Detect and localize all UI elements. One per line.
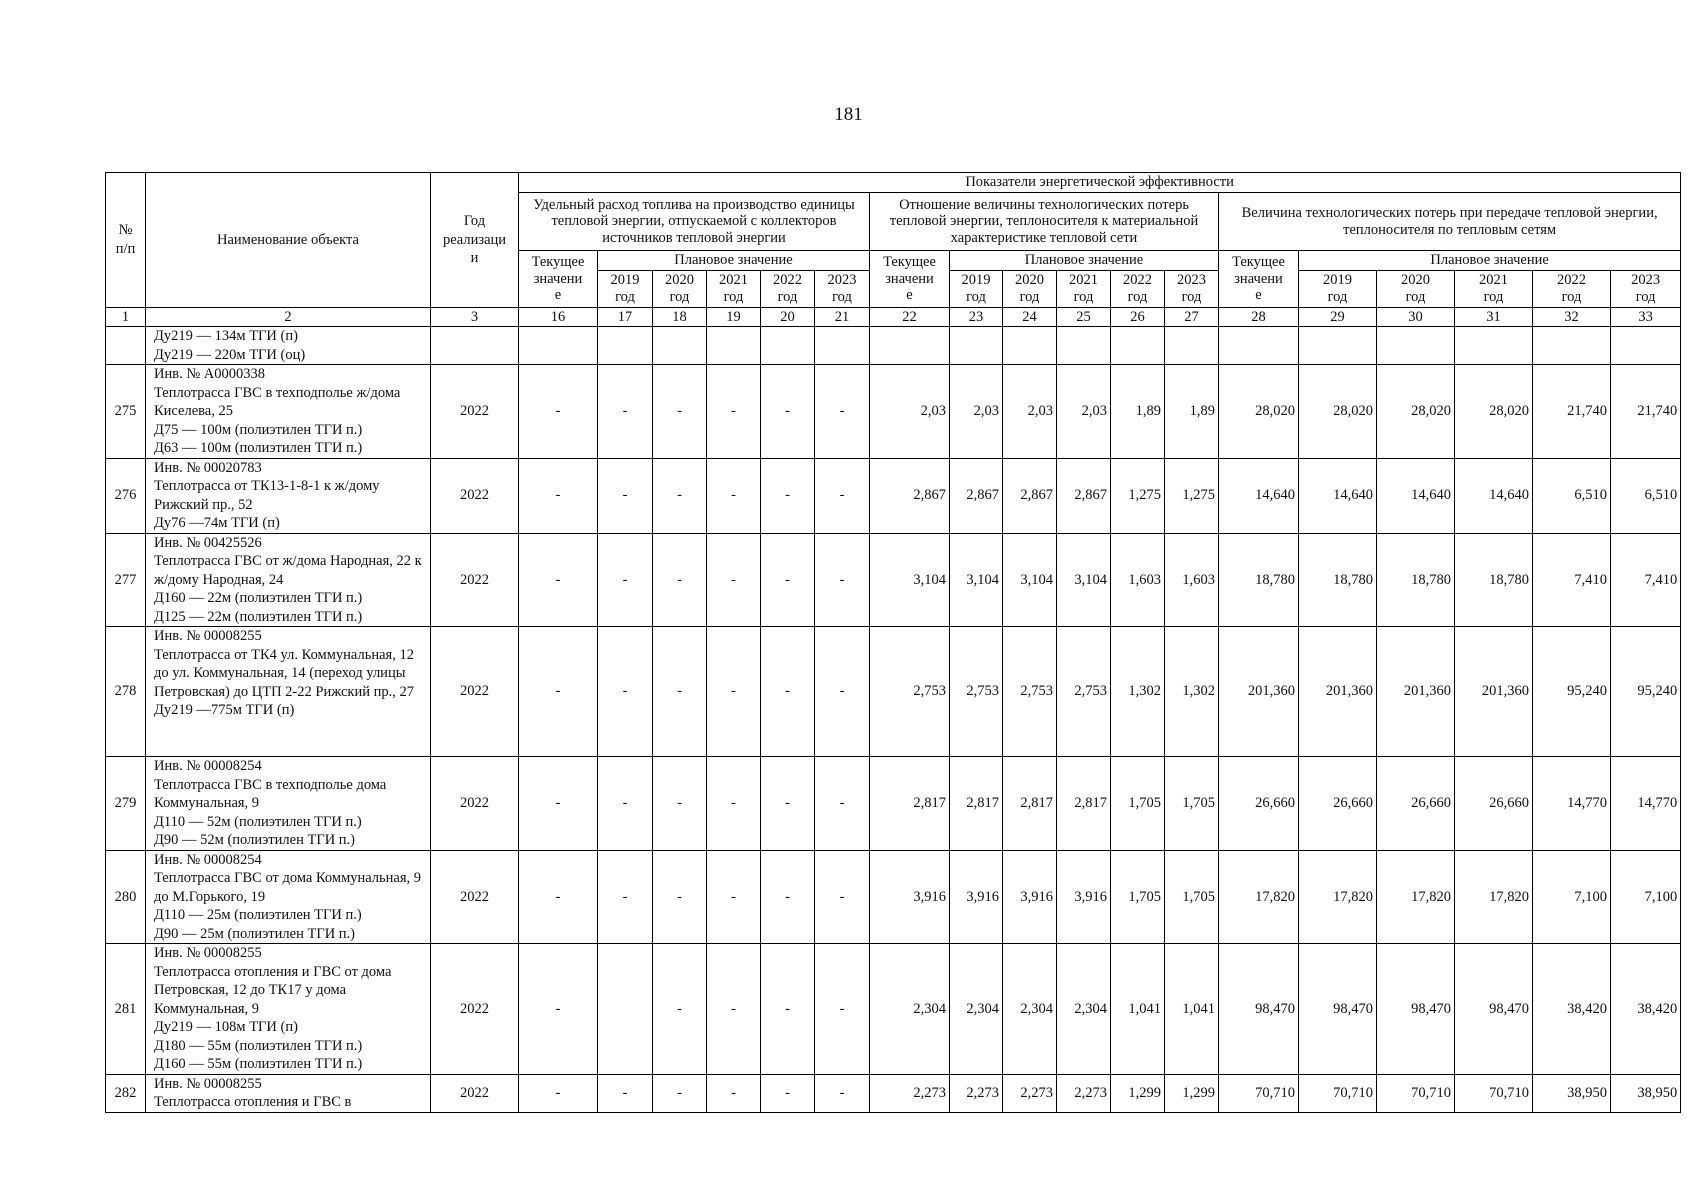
value-cell: 2,817	[1057, 757, 1111, 851]
column-number: 30	[1377, 307, 1455, 327]
value-cell	[1611, 327, 1681, 365]
value-cell: -	[653, 757, 707, 851]
value-cell: 2,273	[1003, 1074, 1057, 1112]
value-cell: -	[815, 365, 870, 459]
value-cell: 1,89	[1111, 365, 1165, 459]
table-row	[106, 365, 1681, 459]
value-cell: 98,470	[1299, 944, 1377, 1075]
column-number: 28	[1219, 307, 1299, 327]
value-cell: 2,867	[950, 458, 1003, 533]
column-number: 16	[519, 307, 598, 327]
value-cell	[1111, 327, 1165, 365]
value-cell	[1299, 327, 1377, 365]
value-cell: -	[707, 944, 761, 1075]
value-cell: -	[519, 757, 598, 851]
value-cell	[1165, 327, 1219, 365]
object-name: Инв. № А0000338 Теплотрасса ГВС в техподполье ж/дома Киселева, 25 Д75 — 100м (полиэтилен ТГИ п.) Д63 — 100м (полиэтилен ТГИ п.)	[146, 365, 431, 459]
value-cell: -	[815, 850, 870, 944]
value-cell: -	[519, 365, 598, 459]
column-number: 19	[707, 307, 761, 327]
value-cell: 201,360	[1455, 627, 1533, 757]
implementation-year: 2022	[431, 533, 519, 627]
value-cell: 70,710	[1377, 1074, 1455, 1112]
value-cell: 7,410	[1611, 533, 1681, 627]
table-row	[106, 757, 1681, 851]
value-cell: 1,705	[1165, 850, 1219, 944]
value-cell: -	[761, 365, 815, 459]
header-year-g2-3: 2022 год	[1111, 270, 1165, 307]
header-year-g1-4: 2023 год	[815, 270, 870, 307]
column-number: 21	[815, 307, 870, 327]
value-cell	[707, 327, 761, 365]
value-cell: 38,950	[1533, 1074, 1611, 1112]
column-number: 22	[870, 307, 950, 327]
column-number: 32	[1533, 307, 1611, 327]
table-row	[106, 1074, 1681, 1112]
header-col-no: № п/п	[106, 173, 146, 308]
value-cell: 3,916	[870, 850, 950, 944]
energy-efficiency-table	[105, 172, 1681, 1113]
table-row	[106, 850, 1681, 944]
value-cell: -	[598, 1074, 653, 1112]
row-number: 282	[106, 1074, 146, 1112]
value-cell: 7,100	[1533, 850, 1611, 944]
implementation-year: 2022	[431, 757, 519, 851]
value-cell: 1,603	[1111, 533, 1165, 627]
header-current-1: Текущее значени е	[519, 251, 598, 308]
value-cell: 2,817	[1003, 757, 1057, 851]
value-cell	[1533, 327, 1611, 365]
value-cell: 70,710	[1455, 1074, 1533, 1112]
value-cell: -	[761, 458, 815, 533]
value-cell: -	[761, 850, 815, 944]
header-year-g1-0: 2019 год	[598, 270, 653, 307]
value-cell: 2,03	[950, 365, 1003, 459]
value-cell: 3,916	[1003, 850, 1057, 944]
value-cell: -	[598, 627, 653, 757]
row-number: 279	[106, 757, 146, 851]
value-cell: 3,916	[1057, 850, 1111, 944]
value-cell: 70,710	[1299, 1074, 1377, 1112]
value-cell: -	[653, 365, 707, 459]
table-row	[106, 327, 1681, 365]
value-cell: 3,916	[950, 850, 1003, 944]
value-cell: 201,360	[1299, 627, 1377, 757]
header-planned-3: Плановое значение	[1299, 251, 1681, 271]
header-year-g1-3: 2022 год	[761, 270, 815, 307]
value-cell: 3,104	[1057, 533, 1111, 627]
object-name: Инв. № 00425526 Теплотрасса ГВС от ж/дома Народная, 22 к ж/дому Народная, 24 Д160 — 22м (полиэтилен ТГИ п.) Д125 — 22м (полиэтилен ТГИ п.)	[146, 533, 431, 627]
value-cell: 70,710	[1219, 1074, 1299, 1112]
header-sub3: Величина технологических потерь при передаче тепловой энергии, теплоносителя по тепловым сетям	[1219, 193, 1681, 251]
header-year-g3-2: 2021 год	[1455, 270, 1533, 307]
value-cell: -	[707, 1074, 761, 1112]
value-cell: 14,640	[1377, 458, 1455, 533]
header-year-g2-2: 2021 год	[1057, 270, 1111, 307]
value-cell: 98,470	[1219, 944, 1299, 1075]
value-cell: -	[653, 533, 707, 627]
value-cell: 1,275	[1165, 458, 1219, 533]
value-cell: 26,660	[1455, 757, 1533, 851]
value-cell: 7,410	[1533, 533, 1611, 627]
header-planned-2: Плановое значение	[950, 251, 1219, 271]
value-cell: -	[815, 1074, 870, 1112]
value-cell	[653, 327, 707, 365]
table-row	[106, 458, 1681, 533]
value-cell: 28,020	[1377, 365, 1455, 459]
value-cell: -	[519, 458, 598, 533]
row-number: 280	[106, 850, 146, 944]
value-cell: 2,304	[1003, 944, 1057, 1075]
value-cell: 18,780	[1377, 533, 1455, 627]
value-cell: 3,104	[950, 533, 1003, 627]
row-number: 275	[106, 365, 146, 459]
value-cell	[598, 944, 653, 1075]
value-cell: 2,867	[1057, 458, 1111, 533]
value-cell: 95,240	[1533, 627, 1611, 757]
header-col-year: Год реализаци и	[431, 173, 519, 308]
value-cell: -	[761, 627, 815, 757]
value-cell: 2,03	[870, 365, 950, 459]
value-cell	[598, 327, 653, 365]
page-number: 181	[834, 104, 863, 125]
value-cell	[870, 327, 950, 365]
header-year-g3-0: 2019 год	[1299, 270, 1377, 307]
row-number: 281	[106, 944, 146, 1075]
value-cell: -	[598, 458, 653, 533]
value-cell: 18,780	[1219, 533, 1299, 627]
column-number: 3	[431, 307, 519, 327]
column-number: 20	[761, 307, 815, 327]
value-cell: -	[519, 627, 598, 757]
value-cell: -	[653, 944, 707, 1075]
value-cell: 18,780	[1299, 533, 1377, 627]
value-cell: -	[598, 533, 653, 627]
column-number: 2	[146, 307, 431, 327]
value-cell: -	[815, 757, 870, 851]
value-cell: 1,302	[1111, 627, 1165, 757]
value-cell: -	[707, 757, 761, 851]
header-year-g1-1: 2020 год	[653, 270, 707, 307]
value-cell: 1,603	[1165, 533, 1219, 627]
value-cell: 14,770	[1611, 757, 1681, 851]
object-name: Инв. № 00020783 Теплотрасса от ТК13-1-8-1 к ж/дому Рижский пр., 52 Ду76 —74м ТГИ (п)	[146, 458, 431, 533]
value-cell: 2,817	[950, 757, 1003, 851]
value-cell: 2,273	[950, 1074, 1003, 1112]
value-cell: -	[815, 458, 870, 533]
value-cell: -	[761, 757, 815, 851]
table-row	[106, 944, 1681, 1075]
column-number: 1	[106, 307, 146, 327]
object-name: Инв. № 00008254 Теплотрасса ГВС в техподполье дома Коммунальная, 9 Д110 — 52м (полиэтилен ТГИ п.) Д90 — 52м (полиэтилен ТГИ п.)	[146, 757, 431, 851]
value-cell: 17,820	[1219, 850, 1299, 944]
implementation-year: 2022	[431, 365, 519, 459]
value-cell: -	[598, 757, 653, 851]
value-cell: -	[761, 1074, 815, 1112]
implementation-year: 2022	[431, 627, 519, 757]
object-name: Ду219 — 134м ТГИ (п) Ду219 — 220м ТГИ (оц)	[146, 327, 431, 365]
header-sub2: Отношение величины технологических потерь тепловой энергии, теплоносителя к материальной характеристике тепловой сети	[870, 193, 1219, 251]
column-number: 26	[1111, 307, 1165, 327]
value-cell: 1,302	[1165, 627, 1219, 757]
value-cell: 3,104	[1003, 533, 1057, 627]
column-number: 25	[1057, 307, 1111, 327]
value-cell: 1,299	[1165, 1074, 1219, 1112]
value-cell: -	[761, 533, 815, 627]
value-cell: -	[761, 944, 815, 1075]
table-row	[106, 533, 1681, 627]
value-cell	[1003, 327, 1057, 365]
value-cell: 28,020	[1219, 365, 1299, 459]
value-cell: 2,817	[870, 757, 950, 851]
value-cell: 2,304	[950, 944, 1003, 1075]
header-planned-1: Плановое значение	[598, 251, 870, 271]
value-cell: -	[707, 627, 761, 757]
value-cell: -	[815, 944, 870, 1075]
value-cell: 2,867	[1003, 458, 1057, 533]
value-cell: 38,420	[1533, 944, 1611, 1075]
value-cell: 201,360	[1377, 627, 1455, 757]
value-cell: 38,420	[1611, 944, 1681, 1075]
object-name: Инв. № 00008254 Теплотрасса ГВС от дома Коммунальная, 9 до М.Горького, 19 Д110 — 25м (полиэтилен ТГИ п.) Д90 — 25м (полиэтилен ТГИ п.)	[146, 850, 431, 944]
row-number: 276	[106, 458, 146, 533]
implementation-year: 2022	[431, 458, 519, 533]
header-year-g3-3: 2022 год	[1533, 270, 1611, 307]
value-cell: 1,705	[1111, 757, 1165, 851]
value-cell: 6,510	[1533, 458, 1611, 533]
value-cell: 1,041	[1165, 944, 1219, 1075]
implementation-year	[431, 327, 519, 365]
value-cell: 26,660	[1377, 757, 1455, 851]
value-cell: 38,950	[1611, 1074, 1681, 1112]
column-number: 33	[1611, 307, 1681, 327]
value-cell: 1,705	[1165, 757, 1219, 851]
implementation-year: 2022	[431, 1074, 519, 1112]
value-cell	[1455, 327, 1533, 365]
value-cell: 2,304	[1057, 944, 1111, 1075]
value-cell: -	[815, 627, 870, 757]
header-year-g1-2: 2021 год	[707, 270, 761, 307]
header-year-g2-0: 2019 год	[950, 270, 1003, 307]
value-cell: -	[653, 627, 707, 757]
value-cell: 26,660	[1299, 757, 1377, 851]
row-number: 277	[106, 533, 146, 627]
value-cell: 2,867	[870, 458, 950, 533]
value-cell: 14,640	[1299, 458, 1377, 533]
table-row	[106, 627, 1681, 757]
value-cell	[815, 327, 870, 365]
header-group-title: Показатели энергетической эффективности	[519, 173, 1681, 193]
value-cell: 17,820	[1377, 850, 1455, 944]
value-cell: 14,640	[1219, 458, 1299, 533]
object-name: Инв. № 00008255 Теплотрасса отопления и ГВС в	[146, 1074, 431, 1112]
row-number: 278	[106, 627, 146, 757]
value-cell: -	[707, 458, 761, 533]
value-cell: 17,820	[1455, 850, 1533, 944]
value-cell: 2,03	[1003, 365, 1057, 459]
value-cell: -	[598, 365, 653, 459]
value-cell: 14,770	[1533, 757, 1611, 851]
value-cell: 2,03	[1057, 365, 1111, 459]
header-year-g2-1: 2020 год	[1003, 270, 1057, 307]
value-cell: 14,640	[1455, 458, 1533, 533]
column-number: 29	[1299, 307, 1377, 327]
value-cell: 28,020	[1455, 365, 1533, 459]
value-cell	[1377, 327, 1455, 365]
value-cell: 18,780	[1455, 533, 1533, 627]
value-cell: 1,89	[1165, 365, 1219, 459]
value-cell: 2,273	[870, 1074, 950, 1112]
column-number: 18	[653, 307, 707, 327]
value-cell: -	[653, 458, 707, 533]
header-year-g3-4: 2023 год	[1611, 270, 1681, 307]
column-number: 23	[950, 307, 1003, 327]
object-name: Инв. № 00008255 Теплотрасса от ТК4 ул. Коммунальная, 12 до ул. Коммунальная, 14 (переход улицы Петровская) до ЦТП 2-22 Рижский пр., 27 Ду219 —775м ТГИ (п)	[146, 627, 431, 757]
value-cell: 95,240	[1611, 627, 1681, 757]
value-cell: 7,100	[1611, 850, 1681, 944]
value-cell: -	[653, 850, 707, 944]
value-cell: 1,041	[1111, 944, 1165, 1075]
value-cell: 3,104	[870, 533, 950, 627]
value-cell	[761, 327, 815, 365]
column-number: 31	[1455, 307, 1533, 327]
column-number: 17	[598, 307, 653, 327]
value-cell: 1,705	[1111, 850, 1165, 944]
value-cell: 26,660	[1219, 757, 1299, 851]
value-cell	[1057, 327, 1111, 365]
value-cell: -	[519, 1074, 598, 1112]
value-cell: 98,470	[1377, 944, 1455, 1075]
implementation-year: 2022	[431, 850, 519, 944]
value-cell: 2,753	[870, 627, 950, 757]
header-current-2: Текущее значени е	[870, 251, 950, 308]
value-cell: -	[707, 850, 761, 944]
value-cell: -	[598, 850, 653, 944]
column-number: 27	[1165, 307, 1219, 327]
value-cell: -	[707, 533, 761, 627]
value-cell: 28,020	[1299, 365, 1377, 459]
header-year-g2-4: 2023 год	[1165, 270, 1219, 307]
value-cell	[1219, 327, 1299, 365]
value-cell: 1,275	[1111, 458, 1165, 533]
value-cell: 98,470	[1455, 944, 1533, 1075]
value-cell	[519, 327, 598, 365]
value-cell: -	[707, 365, 761, 459]
value-cell: 201,360	[1219, 627, 1299, 757]
object-name: Инв. № 00008255 Теплотрасса отопления и ГВС от дома Петровская, 12 до ТК17 у дома Коммунальная, 9 Ду219 — 108м ТГИ (п) Д180 — 55м (полиэтилен ТГИ п.) Д160 — 55м (полиэтилен ТГИ п.)	[146, 944, 431, 1075]
value-cell: -	[519, 533, 598, 627]
row-number	[106, 327, 146, 365]
implementation-year: 2022	[431, 944, 519, 1075]
value-cell: 2,753	[950, 627, 1003, 757]
value-cell: 2,753	[1057, 627, 1111, 757]
header-year-g3-1: 2020 год	[1377, 270, 1455, 307]
value-cell	[950, 327, 1003, 365]
value-cell: 2,273	[1057, 1074, 1111, 1112]
value-cell: 1,299	[1111, 1074, 1165, 1112]
value-cell: 17,820	[1299, 850, 1377, 944]
value-cell: -	[653, 1074, 707, 1112]
value-cell: -	[815, 533, 870, 627]
value-cell: 2,753	[1003, 627, 1057, 757]
column-number: 24	[1003, 307, 1057, 327]
header-current-3: Текущее значени е	[1219, 251, 1299, 308]
header-col-name: Наименование объекта	[146, 173, 431, 308]
value-cell: 2,304	[870, 944, 950, 1075]
value-cell: -	[519, 850, 598, 944]
value-cell: 6,510	[1611, 458, 1681, 533]
value-cell: -	[519, 944, 598, 1075]
value-cell: 21,740	[1533, 365, 1611, 459]
header-sub1: Удельный расход топлива на производство единицы тепловой энергии, отпускаемой с коллекторов источников тепловой энергии	[519, 193, 870, 251]
value-cell: 21,740	[1611, 365, 1681, 459]
